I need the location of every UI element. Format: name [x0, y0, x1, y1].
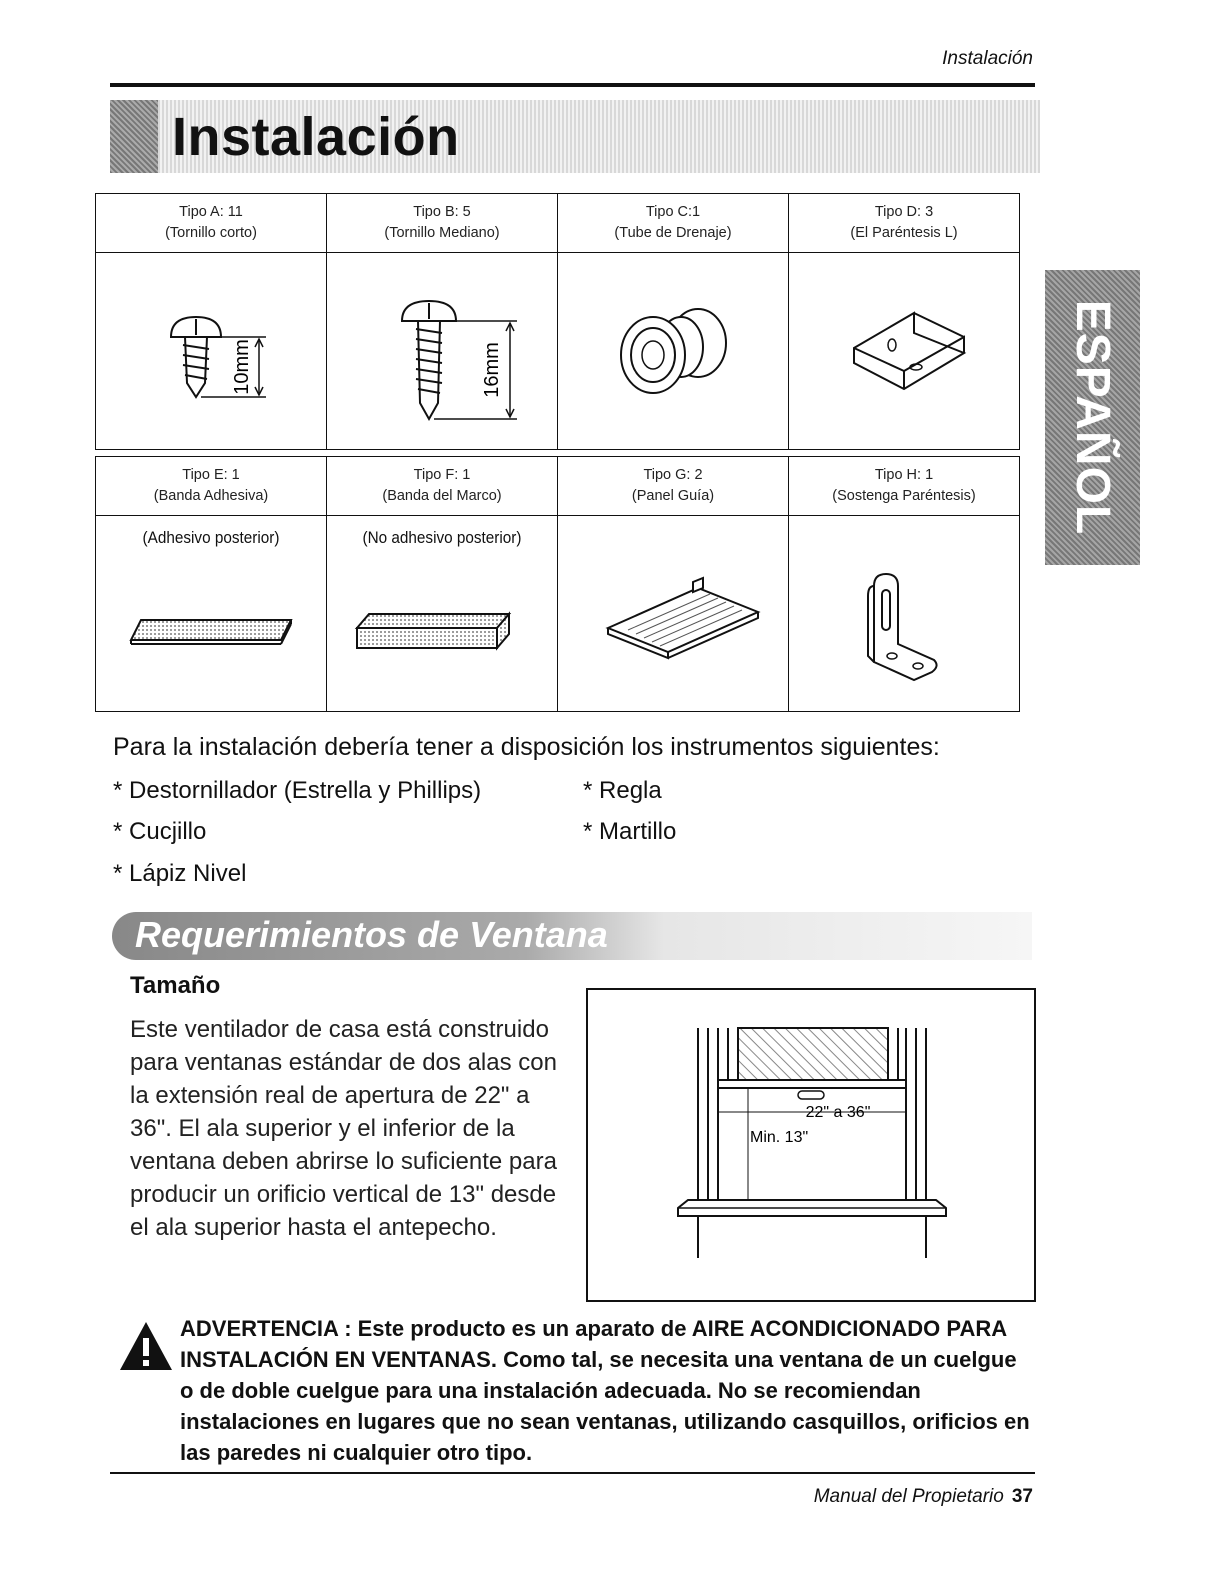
title-marker — [110, 100, 158, 173]
size-heading: Tamaño — [130, 972, 221, 999]
part-image-d — [789, 253, 1020, 450]
warning-text: ADVERTENCIA : Este producto es un aparato de AIRE ACONDICIONADO PARA INSTALACIÓN EN VENTANAS. Como tal, se necesita una ventana de un cuelgue o de doble cuelgue para una instalación adecuada. No se recomiendan instalaciones en lugares que no sean ventanas, utilizando casquillos, orificios en las paredes ni cualquier otro tipo. — [180, 1316, 1030, 1465]
part-note-f: (No adhesivo posterior) — [362, 528, 522, 547]
part-image-f — [327, 516, 558, 712]
page-number: 37 — [1011, 1486, 1033, 1507]
part-note-e: (Adhesivo posterior) — [142, 528, 280, 547]
part-image-a — [96, 253, 327, 450]
part-caption-e: Tipo E: 1 (Banda Adhesiva) — [96, 457, 327, 516]
page-title: Instalación — [172, 107, 460, 167]
part-caption-g: Tipo G: 2 (Panel Guía) — [558, 457, 789, 516]
drain-tube-icon — [603, 293, 743, 413]
frame-strip-icon — [347, 606, 527, 666]
warning-icon — [118, 1318, 174, 1374]
part-image-g — [558, 516, 789, 712]
l-bracket-icon — [834, 293, 984, 413]
tool-item: * Lápiz Nivel — [113, 860, 247, 887]
tool-item: * Regla — [583, 777, 662, 804]
language-tab-label: ESPAÑOL — [1066, 299, 1119, 536]
parts-table — [95, 193, 1020, 712]
footer-divider — [110, 1472, 1035, 1474]
part-caption-a: Tipo A: 11 (Tornillo corto) — [96, 194, 327, 253]
tool-item: * Destornillador (Estrella y Phillips) — [113, 777, 482, 804]
footer — [814, 1486, 1033, 1508]
part-image-h — [789, 516, 1020, 712]
tools-intro: Para la instalación debería tener a disposición los instrumentos siguientes: — [113, 733, 940, 761]
part-caption-b: Tipo B: 5 (Tornillo Mediano) — [327, 194, 558, 253]
language-tab — [1045, 270, 1140, 565]
footer-label: Manual del Propietario — [813, 1486, 1004, 1507]
tool-item: * Cucjillo — [113, 818, 207, 845]
section-title: Requerimientos de Ventana — [135, 914, 608, 955]
svg-text:22" a 36": 22" a 36" — [805, 1104, 871, 1121]
svg-text:16mm: 16mm — [481, 342, 503, 398]
adhesive-strip-icon — [121, 612, 301, 652]
support-bracket-icon — [844, 566, 964, 686]
part-image-e — [96, 516, 327, 712]
header-divider — [110, 83, 1035, 87]
header-section-label: Instalación — [942, 48, 1033, 69]
tool-item: * Martillo — [583, 818, 677, 845]
part-caption-f: Tipo F: 1 (Banda del Marco) — [327, 457, 558, 516]
part-caption-h: Tipo H: 1 (Sostenga Paréntesis) — [789, 457, 1020, 516]
part-image-b — [327, 253, 558, 450]
medium-screw-icon — [382, 275, 532, 435]
part-image-c — [558, 253, 789, 450]
parts-row-gap — [96, 450, 1020, 457]
guide-panel-icon — [588, 568, 768, 678]
part-caption-c: Tipo C:1 (Tube de Drenaje) — [558, 194, 789, 253]
window-diagram — [586, 988, 1036, 1302]
size-description: Este ventilador de casa está construido para ventanas estándar de dos alas con la extensión real de apertura de 22" a 36". El ala superior y el inferior de la ventana deben abrirse lo suficiente para producir un orificio vertical de 13" desde el ala superior hasta el antepecho. — [130, 1016, 557, 1241]
svg-text:10mm: 10mm — [231, 339, 253, 395]
short-screw-icon — [141, 285, 281, 425]
window-frame-icon — [588, 990, 1034, 1300]
svg-text:Min. 13": Min. 13" — [750, 1129, 809, 1146]
part-caption-d: Tipo D: 3 (El Paréntesis L) — [789, 194, 1020, 253]
